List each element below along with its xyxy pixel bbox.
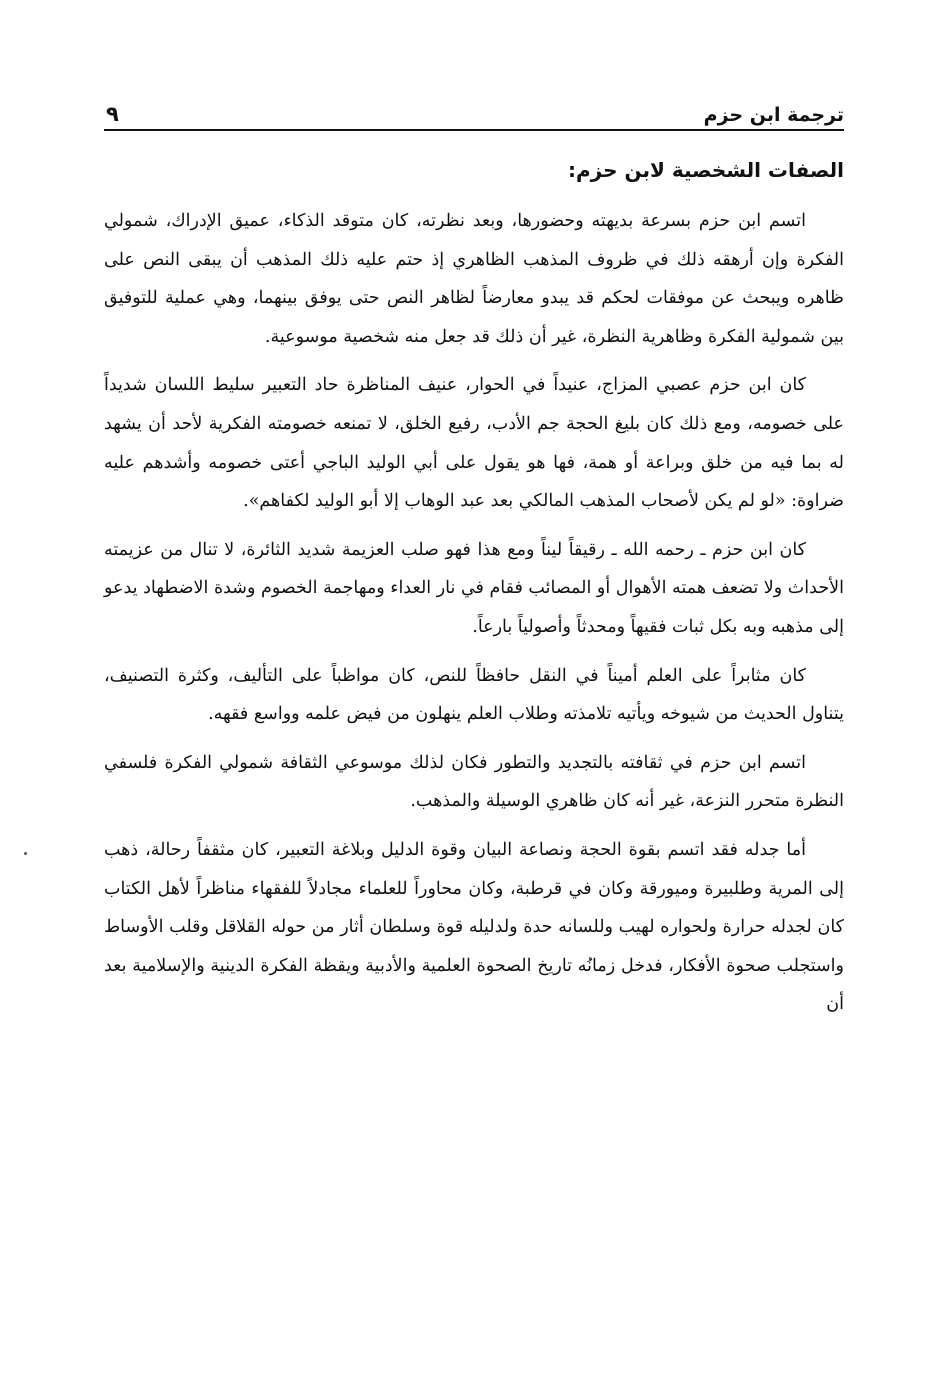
margin-speck: [24, 852, 27, 855]
section-heading: الصفات الشخصية لابن حزم:: [567, 158, 844, 182]
book-page: [104, 0, 844, 1375]
page-body: [104, 150, 844, 1034]
header-rule: [104, 129, 844, 131]
running-header-title: ترجمة ابن حزم: [703, 104, 844, 126]
paragraph-temperament: كان ابن حزم عصبي المزاج، عنيداً في الحوار، عنيف المناظرة حاد التعبير سليط اللسان شديداً على خصومه، ومع ذلك كان بليغ الحجة جم الأدب، رفيع الخلق، لا تمنعه خصومته الفكرية لأحد أن يشهد له بما فيه من خلق وبراعة أو همة، فها هو يقول على أبي الوليد الباجي أعتى خصومه وأشدهم عليه ضراوة: «لو لم يكن لأصحاب المذهب المالكي بعد عبد الوهاب إلا أبو الوليد لكفاهم».: [104, 375, 844, 512]
paragraph-resolve: كان ابن حزم ـ رحمه الله ـ رقيقاً ليناً ومع هذا فهو صلب العزيمة شديد الثائرة، لا تنال من عزيمته الأحداث ولا تضعف همته الأهوال أو المصائب فقام في نار العداء ومهاجمة الخصوم وشدة الاضطهاد يدعو إلى مذهبه وبه بكل ثبات فقيهاً ومحدثاً وأصولياً بارعاً.: [104, 539, 844, 637]
paragraph-debate: أما جدله فقد اتسم بقوة الحجة ونصاعة البيان وقوة الدليل وبلاغة التعبير، كان مثقفاً رحالة، ذهب إلى المرية وطلبيرة وميورقة وكان في قرطبة، وكان محاوراً للعلماء مجادلاً للفقهاء مناظراً لأهل الكتاب كان لجدله حرارة ولحواره لهيب وللسانه حدة ولدليله قوة وسلطان أثار من حوله القلاقل وقلب الأوساط واستجلب صحوة الأفكار، فدخل زمانُه تاريخ الصحوة العلمية والأدبية ويقظة الفكرة الدينية والإسلامية بعد أن: [104, 839, 844, 1015]
paragraph-scholarship: كان مثابراً على العلم أميناً في النقل حافظاً للنص، كان مواظباً على التأليف، وكثرة التصنيف، يتناول الحديث من شيوخه ويأتيه تلامذته وطلاب العلم ينهلون من فيض علمه وواسع فقهه.: [104, 665, 844, 725]
paragraph-quick-wit: اتسم ابن حزم بسرعة بديهته وحضورها، وبعد نظرته، كان متوقد الذكاء، عميق الإدراك، شمولي الفكرة وإن أرهقه ذلك في ظروف المذهب الظاهري إذ حتم عليه ذلك المذهب أن يبقى النص على ظاهره ويبحث عن موفقات لحكم قد يبدو معارضاً لظاهر النص حتى يوفق بينهما، وهي عملية للتوفيق بين شمولية الفكرة وظاهرية النظرة، غير أن ذلك قد جعل منه شخصية موسوعية.: [104, 211, 844, 347]
running-header: [104, 86, 844, 126]
paragraph-culture: اتسم ابن حزم في ثقافته بالتجديد والتطور فكان لذلك موسوعي الثقافة شمولي الفكرة فلسفي النظرة متحرر النزعة، غير أنه كان ظاهري الوسيلة والمذهب.: [104, 752, 844, 812]
page-number: ٩: [106, 102, 119, 126]
